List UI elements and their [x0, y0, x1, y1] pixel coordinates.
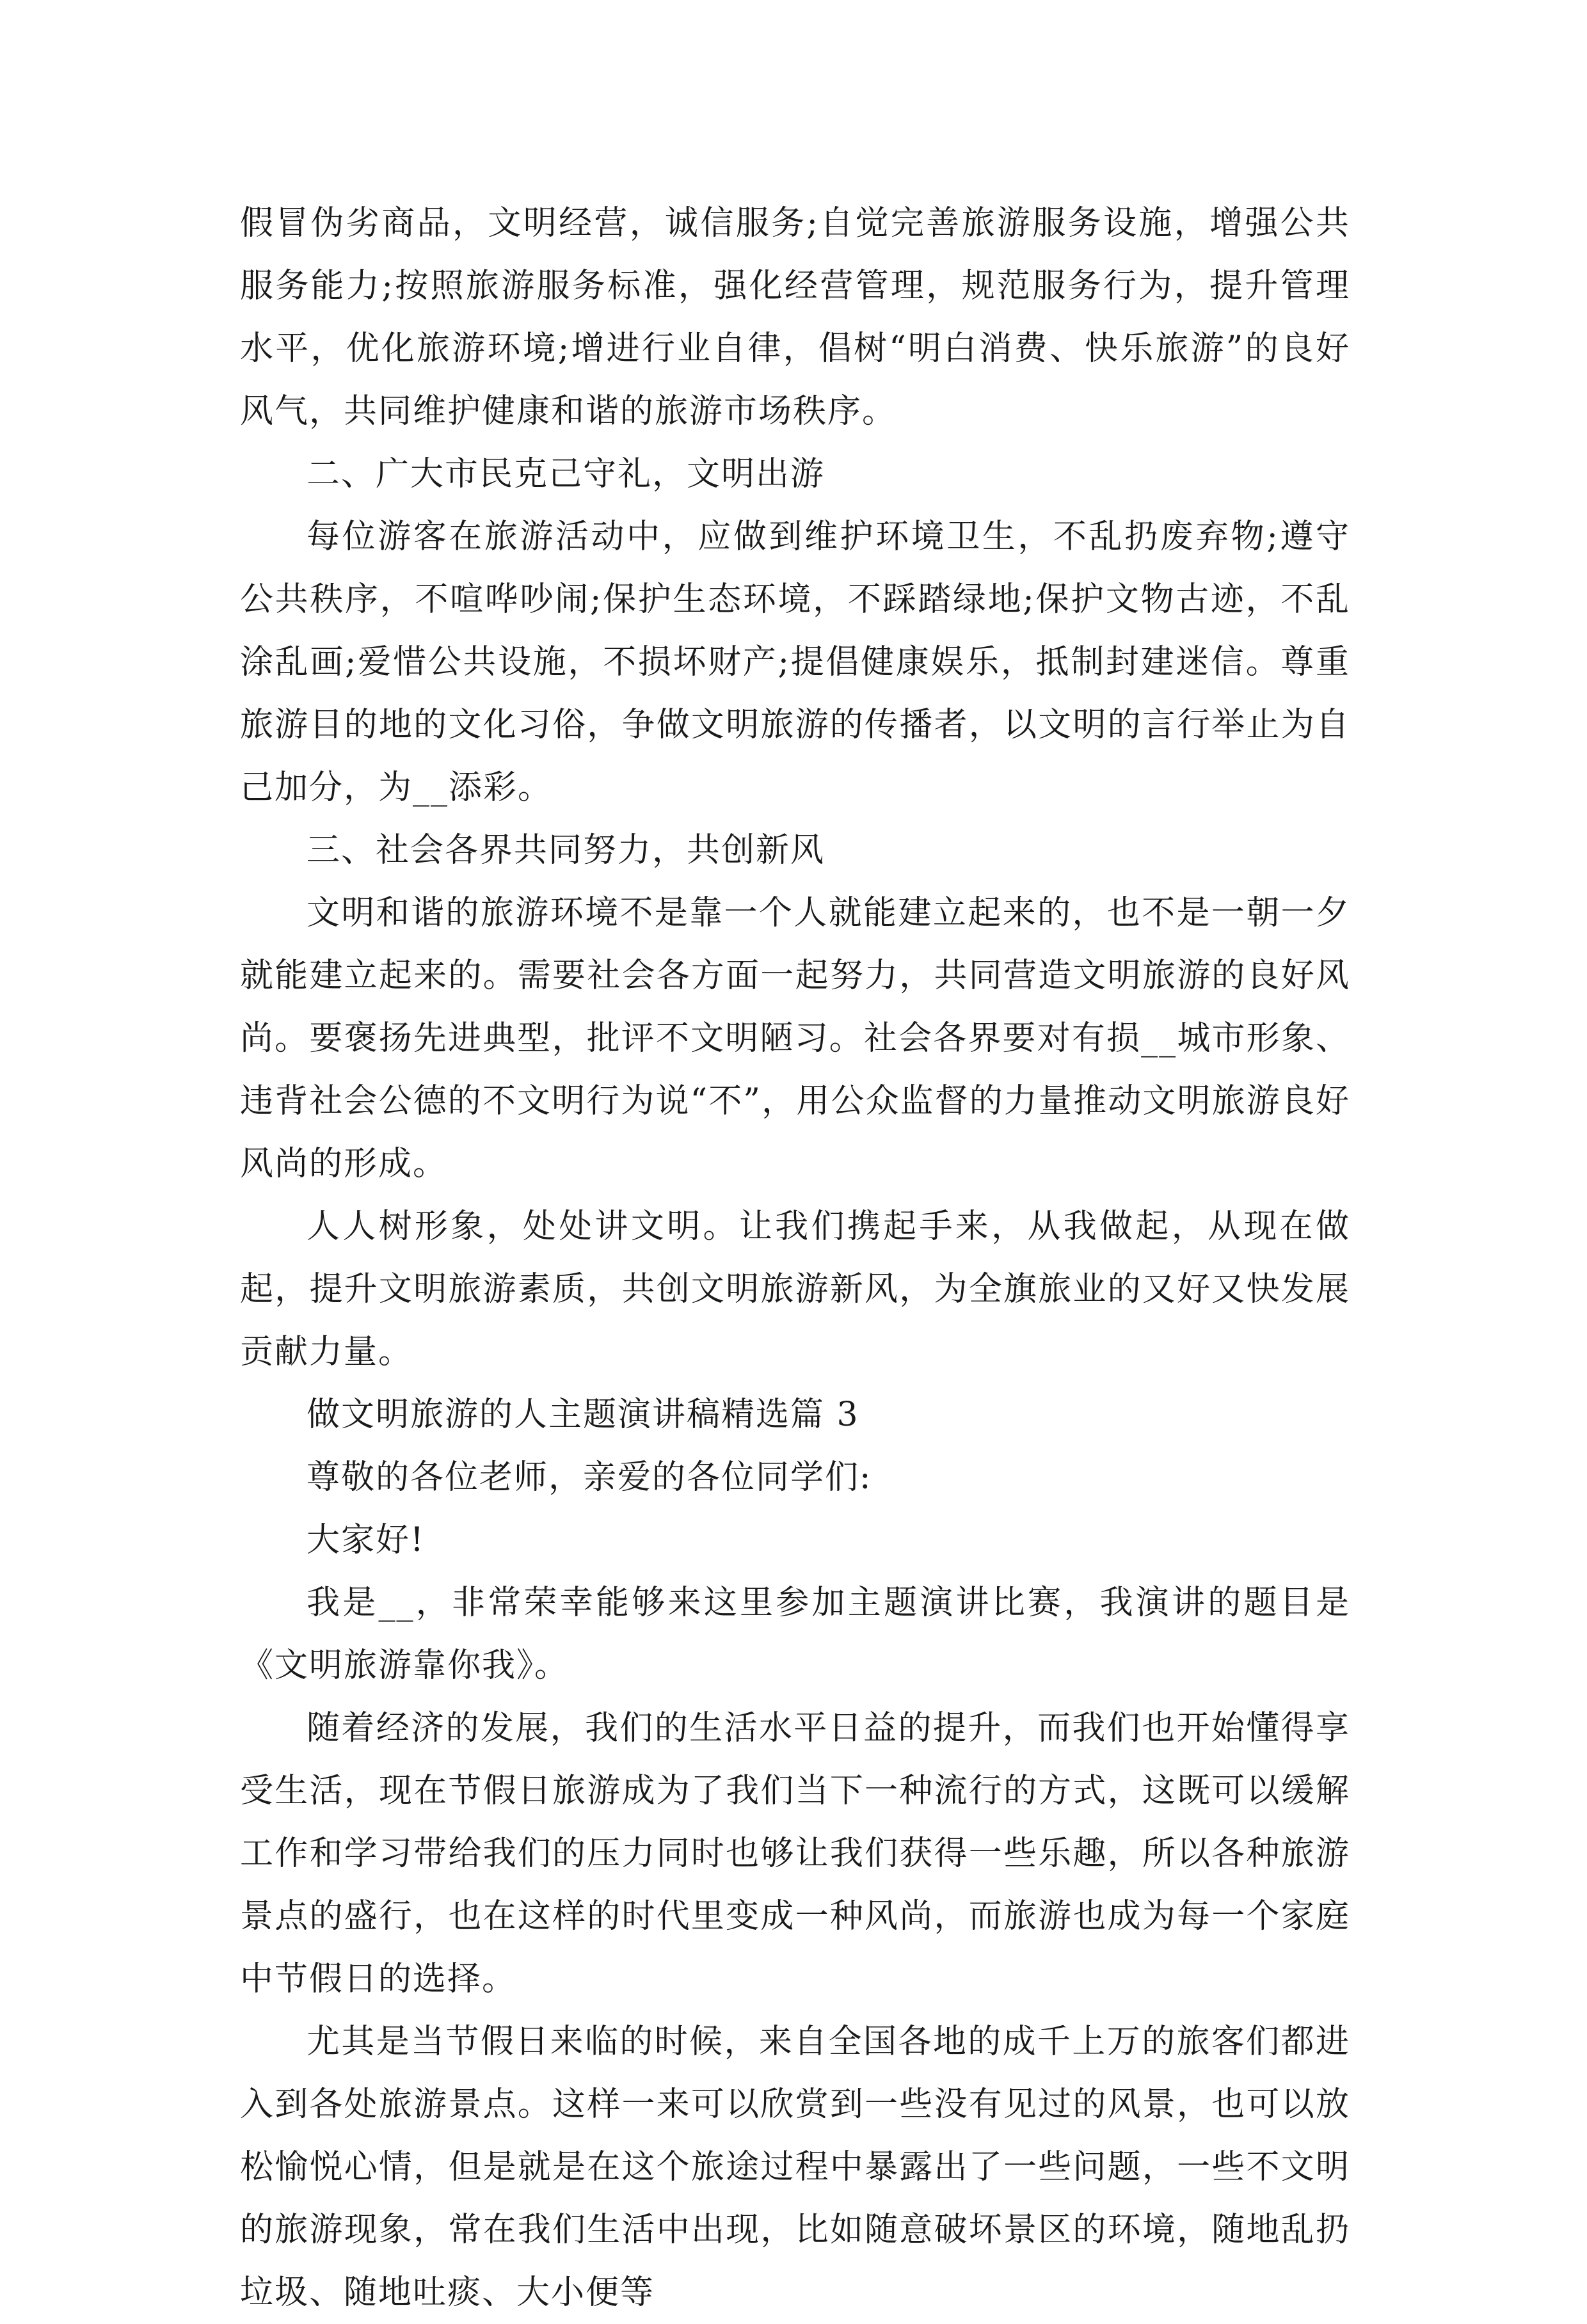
paragraph: 每位游客在旅游活动中，应做到维护环境卫生，不乱扔废弃物;遵守公共秩序，不喧哗吵闹;保护生态环境，不踩踏绿地;保护文物古迹，不乱涂乱画;爱惜公共设施，不损坏财产;提倡健康娱乐，抵制封建迷信。尊重旅游目的地的文化习俗，争做文明旅游的传播者，以文明的言行举止为自己加分，为__添彩。 — [240, 518, 1350, 807]
paragraph: 尤其是当节假日来临的时候，来自全国各地的成千上万的旅客们都进入到各处旅游景点。这样一来可以欣赏到一些没有见过的风景，也可以放松愉悦心情，但是就是在这个旅途过程中暴露出了一些问题，一些不文明的旅游现象，常在我们生活中出现，比如随意破坏景区的环境，随地乱扔垃圾、随地吐痰、大小便等 — [240, 2023, 1350, 2312]
paragraph: 随着经济的发展，我们的生活水平日益的提升，而我们也开始懂得享受生活，现在节假日旅游成为了我们当下一种流行的方式，这既可以缓解工作和学习带给我们的压力同时也够让我们获得一些乐趣，所以各种旅游景点的盛行，也在这样的时代里变成一种风尚，而旅游也成为每一个家庭中节假日的选择。 — [240, 1709, 1350, 1998]
section-heading-3: 三、社会各界共同努力，共创新风 — [307, 831, 825, 870]
paragraph: 人人树形象，处处讲文明。让我们携起手来，从我做起，从现在做起，提升文明旅游素质，共创文明旅游新风，为全旗旅业的又好又快发展贡献力量。 — [240, 1207, 1350, 1371]
paragraph: 我是__，非常荣幸能够来这里参加主题演讲比赛，我演讲的题目是《文明旅游靠你我》。 — [240, 1584, 1350, 1685]
section-heading-2: 二、广大市民克己守礼，文明出游 — [307, 455, 825, 493]
paragraph-continued: 假冒伪劣商品，文明经营，诚信服务;自觉完善旅游服务设施，增强公共服务能力;按照旅游服务标准，强化经营管理，规范服务行为，提升管理水平，优化旅游环境;增进行业自律，倡树“明白消费、快乐旅游”的良好风气，共同维护健康和谐的旅游市场秩序。 — [240, 204, 1350, 431]
paragraph: 文明和谐的旅游环境不是靠一个人就能建立起来的，也不是一朝一夕就能建立起来的。需要社会各方面一起努力，共同营造文明旅游的良好风尚。要褒扬先进典型，批评不文明陋习。社会各界要对有损__城市形象、违背社会公德的不文明行为说“不”，用公众监督的力量推动文明旅游良好风尚的形成。 — [240, 894, 1350, 1183]
salutation: 尊敬的各位老师，亲爱的各位同学们: — [307, 1458, 872, 1497]
document-page — [240, 192, 1350, 2324]
greeting: 大家好! — [307, 1521, 425, 1559]
article-title: 做文明旅游的人主题演讲稿精选篇 3 — [307, 1396, 859, 1434]
